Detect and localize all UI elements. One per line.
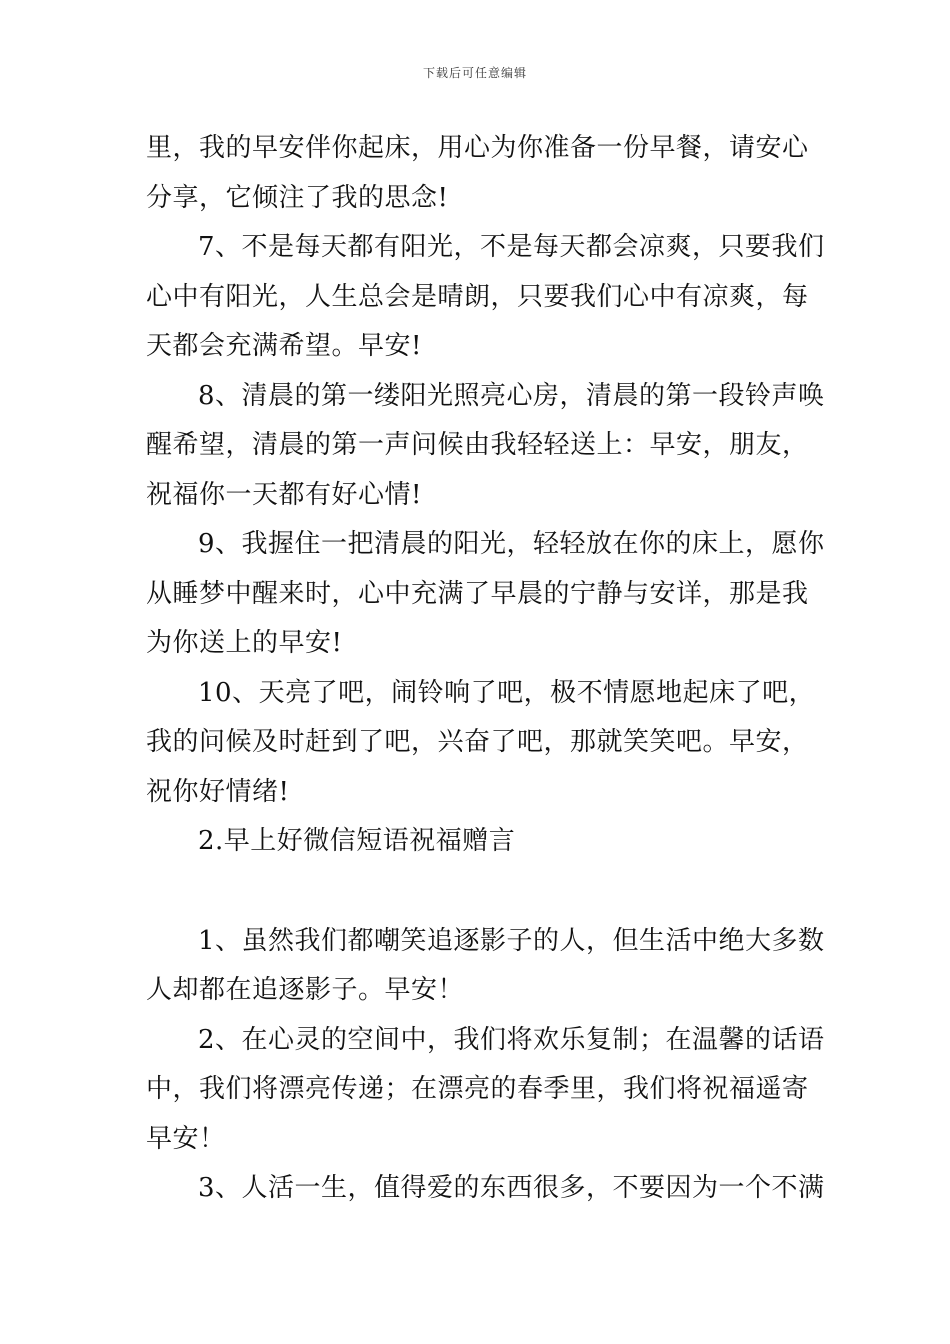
text-line: 心中有阳光，人生总会是晴朗，只要我们心中有凉爽，每 xyxy=(146,281,809,312)
paragraph xyxy=(146,520,825,669)
text-line: 分享，它倾注了我的思念! xyxy=(146,182,449,213)
text-line: 醒希望，清晨的第一声问候由我轻轻送上：早安，朋友， xyxy=(146,430,809,460)
paragraph xyxy=(146,372,825,521)
text-line: 祝你好情绪! xyxy=(146,776,290,807)
text-line: 9、我握住一把清晨的阳光，轻轻放在你的床上，愿你 xyxy=(198,529,825,559)
text-line: 8、清晨的第一缕阳光照亮心房，清晨的第一段铃声唤 xyxy=(198,380,825,411)
text-line: 3、人活一生，值得爱的东西很多，不要因为一个不满 xyxy=(198,1173,825,1203)
paragraph xyxy=(146,124,808,223)
text-line: 2、在心灵的空间中，我们将欢乐复制；在温馨的话语 xyxy=(198,1024,825,1055)
spacer xyxy=(146,867,808,917)
text-line: 天都会充满希望。早安! xyxy=(146,331,422,361)
text-line: 人却都在追逐影子。早安！ xyxy=(146,975,465,1005)
text-line: 祝福你一天都有好心情! xyxy=(146,479,422,510)
text-line: 早安！ xyxy=(146,1123,226,1154)
text-line: 里，我的早安伴你起床，用心为你准备一份早餐，请安心 xyxy=(146,133,809,163)
document-body xyxy=(146,124,825,1214)
text-line: 中，我们将漂亮传递；在漂亮的春季里，我们将祝福遥寄 xyxy=(146,1074,809,1104)
paragraph xyxy=(146,669,816,818)
paragraph xyxy=(146,1016,825,1165)
text-line: 从睡梦中醒来时，心中充满了早晨的宁静与安详，那是我 xyxy=(146,578,809,609)
paragraph xyxy=(146,917,825,1016)
text-line: 1、虽然我们都嘲笑追逐影子的人，但生活中绝大多数 xyxy=(198,925,825,956)
text-line: 为你送上的早安! xyxy=(146,628,343,658)
text-line: 7、不是每天都有阳光，不是每天都会凉爽，只要我们 xyxy=(198,232,825,262)
text-line: 我的问候及时赶到了吧，兴奋了吧，那就笑笑吧。早安， xyxy=(146,727,809,757)
page-header: 下载后可任意编辑 xyxy=(422,66,527,80)
section-heading: 2.早上好微信短语祝福赠言 xyxy=(198,826,516,856)
paragraph xyxy=(146,1164,825,1214)
paragraph xyxy=(146,223,825,372)
text-line: 10、天亮了吧，闹铃响了吧，极不情愿地起床了吧， xyxy=(198,677,816,708)
